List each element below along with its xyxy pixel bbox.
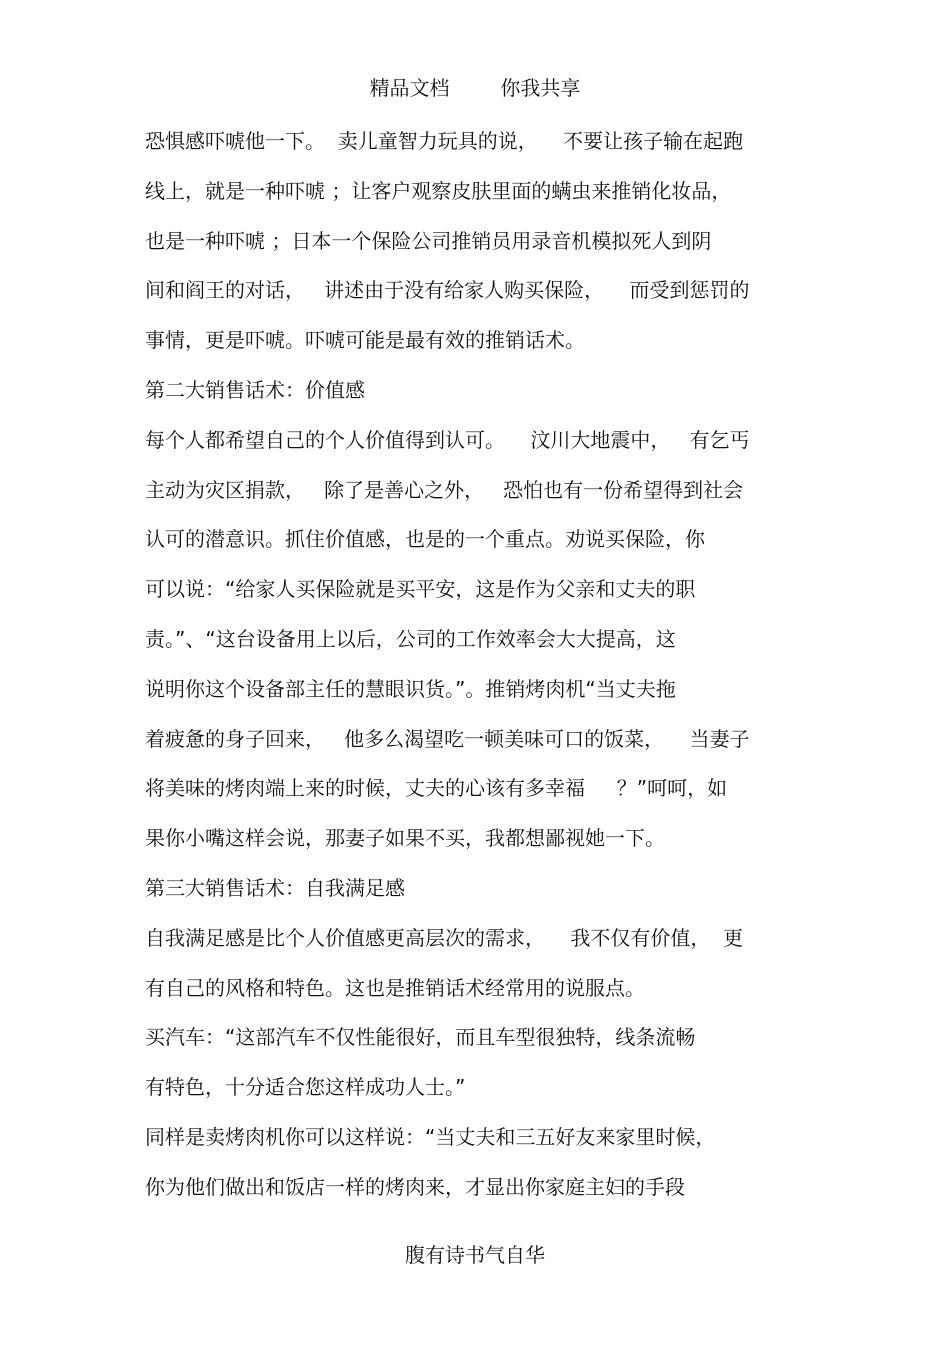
text-line: 自我满足感是比个人价值感更高层次的需求， 我不仅有价值， 更 [145,925,744,950]
text-line: 有自己的风格和特色。这也是推销话术经常用的说服点。 [145,975,645,1000]
text-line: 同样是卖烤肉机你可以这样说：“当丈夫和三五好友来家里时候， [145,1124,716,1149]
text-line: 着疲惫的身子回来， 他多么渴望吃一顿美味可口的饭菜， 当妻子 [145,726,750,751]
text-line: 也是一种吓唬 ；日本一个保险公司推销员用录音机模拟死人到阴 [145,228,712,253]
text-line: 责。”、“这台设备用上以后，公司的工作效率会大大提高，这 [145,626,676,651]
text-line: 主动为灾区捐款， 除了是善心之外， 恐怕也有一份希望得到社会 [145,477,744,502]
page-header: 精品文档 你我共享 [369,76,581,100]
page-footer: 腹有诗书气自华 [405,1243,545,1267]
text-line: 间和阎王的对话， 讲述由于没有给家人购买保险， 而受到惩罚的 [145,278,750,303]
text-line: 有特色，十分适合您这样成功人士。” [145,1075,466,1100]
text-line: 说明你这个设备部主任的慧眼识货。”。推销烤肉机“当丈夫拖 [145,676,676,701]
text-line: 恐惧感吓唬他一下。 卖儿童智力玩具的说， 不要让孩子输在起跑 [145,129,744,153]
text-line: 将美味的烤肉端上来的时候，丈夫的心该有多幸福 ？”呵呵，如 [145,776,728,801]
text-line: 线上，就是一种吓唬 ；让客户观察皮肤里面的螨虫来推销化妆品， [145,178,732,203]
text-line: 每个人都希望自己的个人价值得到认可。 汶川大地震中， 有乞丐 [145,427,750,452]
text-line: 果你小嘴这样会说，那妻子如果不买，我都想鄙视她一下。 [145,826,665,851]
text-line: 事情，更是吓唬。吓唬可能是最有效的推销话术。 [145,328,585,353]
text-line: 买汽车：“这部汽车不仅性能很好，而且车型很独特，线条流畅 [145,1025,696,1050]
section-heading: 第二大销售话术：价值感 [145,377,365,402]
section-heading: 第三大销售话术：自我满足感 [145,875,405,900]
text-line: 你为他们做出和饭店一样的烤肉来，才显出你家庭主妇的手段 [145,1174,685,1199]
document-body [145,127,845,1223]
text-line: 可以说：“给家人买保险就是买平安，这是作为父亲和丈夫的职 [145,577,696,602]
text-line: 认可的潜意识。抓住价值感，也是的一个重点。劝说买保险，你 [145,527,705,552]
